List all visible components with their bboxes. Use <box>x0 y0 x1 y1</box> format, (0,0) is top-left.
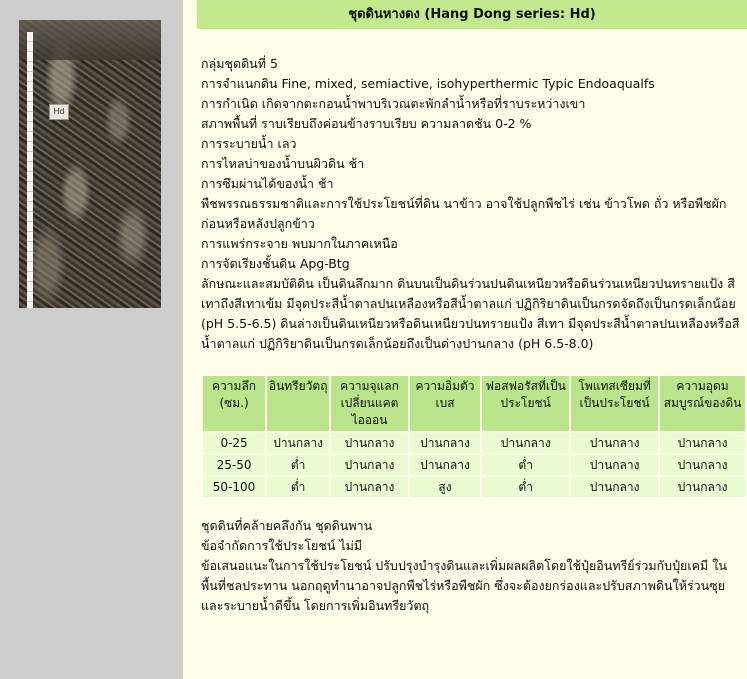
table-header-row <box>203 376 745 431</box>
content-panel <box>183 0 747 679</box>
soil-info <box>201 54 747 354</box>
header-phosphorus: ฟอสฟอรัสที่เป็นประโยชน์ <box>482 376 569 431</box>
measuring-tape <box>27 32 33 308</box>
soil-recommendations <box>201 516 747 616</box>
photo-top-band <box>19 20 161 60</box>
table-cell: ปานกลาง <box>571 433 658 453</box>
info-soil-properties: ลักษณะและสมบัติดิน เป็นดินลึกมาก ดินบนเป็นดินร่วนปนดินเหนียวหรือดินร่วนเหนียวปนทรายแป้ง สีเทาถึงสีเทาเข้ม มีจุดประสีน้ำตาลปนเหลืองหรือสีน้ำตาลแก่ ปฏิกิริยาดินเป็นกรดจัดถึงเป็นกรดเล็กน้อย (pH 5.5-6.5) ดินล่างเป็นดินเหนียวหรือดินเหนียวปนทรายแป้ง สีเทา มีจุดประสีน้ำตาลปนเหลืองหรือสีน้ำตาลแก่ ปฏิกิริยาดินเป็นกรดเล็กน้อยถึงเป็นด่างปานกลาง (pH 6.5-8.0) <box>201 276 740 351</box>
table-cell: ปานกลาง <box>660 477 745 497</box>
header-fertility: ความอุดมสมบูรณ์ของดิน <box>660 376 745 431</box>
soil-profile-photo <box>19 20 161 308</box>
page-title: ชุดดินหางดง (Hang Dong series: Hd) <box>197 0 747 29</box>
table-cell: ปานกลาง <box>571 455 658 475</box>
table-cell: ปานกลาง <box>571 477 658 497</box>
table-cell: 25-50 <box>203 455 265 475</box>
table-cell: สูง <box>410 477 480 497</box>
table-cell: ปานกลาง <box>267 433 329 453</box>
table-cell: ปานกลาง <box>660 433 745 453</box>
table-cell: ปานกลาง <box>482 433 569 453</box>
info-origin: การกำเนิด เกิดจากตะกอนน้ำพาบริเวณตะพักลำน้ำหรือที่ราบระหว่างเขา <box>201 96 586 111</box>
info-soil-group: กลุ่มชุดดินที่ 5 <box>201 56 278 71</box>
info-permeability: การซึมผ่านได้ของน้ำ ช้า <box>201 176 334 191</box>
header-base-saturation: ความอิ่มตัวเบส <box>410 376 480 431</box>
table-row <box>203 455 745 475</box>
header-cec: ความจุแลกเปลี่ยนแคตไอออน <box>331 376 408 431</box>
info-distribution: การแพร่กระจาย พบมากในภาคเหนือ <box>201 236 398 251</box>
table-cell: 50-100 <box>203 477 265 497</box>
info-classification: การจำแนกดิน Fine, mixed, semiactive, isohyperthermic Typic Endoaqualfs <box>201 76 655 91</box>
header-organic-matter: อินทรียวัตถุ <box>267 376 329 431</box>
header-depth: ความลึก (ซม.) <box>203 376 265 431</box>
table-cell: ต่ำ <box>267 455 329 475</box>
info-drainage: การระบายน้ำ เลว <box>201 136 297 151</box>
info-horizon-sequence: การจัดเรียงชั้นดิน Apg-Btg <box>201 256 350 271</box>
table-row <box>203 433 745 453</box>
soil-fertility-table <box>201 374 747 499</box>
table-cell: ต่ำ <box>482 477 569 497</box>
table-cell: ต่ำ <box>267 477 329 497</box>
table-row <box>203 477 745 497</box>
table-cell: ปานกลาง <box>331 433 408 453</box>
table-cell: ปานกลาง <box>410 455 480 475</box>
table-cell: ปานกลาง <box>331 477 408 497</box>
table-cell: 0-25 <box>203 433 265 453</box>
header-potassium: โพแทสเซียมที่เป็นประโยชน์ <box>571 376 658 431</box>
left-panel <box>0 0 183 679</box>
table-cell: ปานกลาง <box>660 455 745 475</box>
table-cell: ปานกลาง <box>410 433 480 453</box>
info-terrain: สภาพพื้นที่ ราบเรียบถึงค่อนข้างราบเรียบ ความลาดชัน 0-2 % <box>201 116 532 131</box>
info-vegetation-landuse: พืชพรรณธรรมชาติและการใช้ประโยชน์ที่ดิน นาข้าว อาจใช้ปลูกพืชไร่ เช่น ข้าวโพด ถั่ว หรือพืชผักก่อนหรือหลังปลูกข้าว <box>201 196 727 231</box>
table-cell: ต่ำ <box>482 455 569 475</box>
footer-limitations: ข้อจำกัดการใช้ประโยชน์ ไม่มี <box>201 538 363 553</box>
footer-recommendations: ข้อเสนอแนะในการใช้ประโยชน์ ปรับปรุงบำรุงดินและเพิ่มผลผลิตโดยใช้ปุ๋ยอินทรีย์ร่วมกับปุ๋ยเคมี ในพื้นที่ชลประทาน นอกฤดูทำนาอาจปลูกพืชไร่หรือพืชผัก ซึ่งจะต้องยกร่องและปรับสภาพดินให้ร่วนซุยและระบายน้ำดีขึ้น โดยการเพิ่มอินทรียวัตถุ <box>201 558 727 613</box>
info-runoff: การไหลบ่าของน้ำบนผิวดิน ช้า <box>201 156 365 171</box>
table-cell: ปานกลาง <box>331 455 408 475</box>
photo-tag: Hd <box>49 104 69 120</box>
footer-similar-series: ชุดดินที่คล้ายคลึงกัน ชุดดินพาน <box>201 518 373 533</box>
